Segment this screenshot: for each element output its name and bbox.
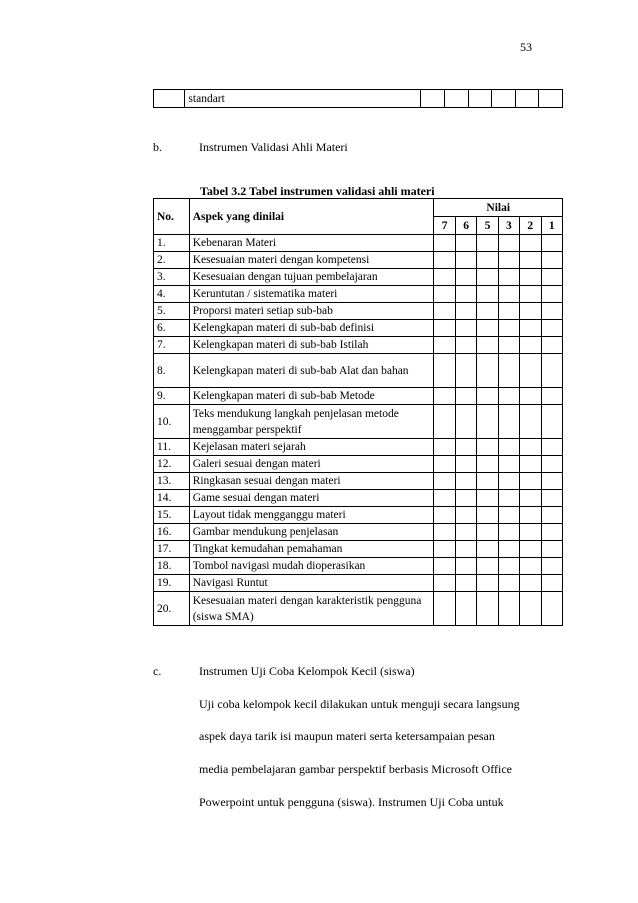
score-cell: [541, 456, 563, 473]
score-cell: [520, 473, 541, 490]
row-aspek: Game sesuai dengan materi: [189, 490, 434, 507]
score-cell: [477, 592, 498, 626]
score-cell: [455, 558, 476, 575]
table-cell: [421, 90, 445, 108]
table-body: [154, 235, 563, 626]
score-cell: [520, 575, 541, 592]
score-cell: [455, 252, 476, 269]
table-row: [154, 286, 563, 303]
score-cell: [541, 524, 563, 541]
score-cell: [434, 507, 455, 524]
row-aspek: Kelengkapan materi di sub-bab Alat dan bahan: [189, 354, 434, 388]
score-cell: [541, 252, 563, 269]
row-aspek: Gambar mendukung penjelasan: [189, 524, 434, 541]
score-cell: [541, 592, 563, 626]
score-cell: [477, 235, 498, 252]
row-aspek: Kelengkapan materi di sub-bab definisi: [189, 320, 434, 337]
row-number: 13.: [154, 473, 190, 490]
score-cell: [434, 388, 455, 405]
row-number: 4.: [154, 286, 190, 303]
score-cell: [498, 490, 519, 507]
score-header-7: 7: [434, 217, 455, 235]
row-aspek: Teks mendukung langkah penjelasan metode menggambar perspektif: [189, 405, 434, 439]
score-cell: [541, 405, 563, 439]
row-number: 2.: [154, 252, 190, 269]
score-cell: [477, 439, 498, 456]
table-row: [154, 558, 563, 575]
table-cell: [444, 90, 468, 108]
row-aspek: Kebenaran Materi: [189, 235, 434, 252]
row-number: 5.: [154, 303, 190, 320]
score-cell: [520, 405, 541, 439]
score-cell: [541, 388, 563, 405]
score-cell: [498, 269, 519, 286]
table-row: [154, 354, 563, 388]
score-cell: [520, 235, 541, 252]
header-no: No.: [154, 199, 190, 235]
score-cell: [541, 541, 563, 558]
row-aspek: Keruntutan / sistematika materi: [189, 286, 434, 303]
score-cell: [498, 592, 519, 626]
score-cell: [541, 235, 563, 252]
score-cell: [455, 235, 476, 252]
score-cell: [455, 269, 476, 286]
table-row: [154, 439, 563, 456]
score-cell: [455, 303, 476, 320]
table-row: [154, 575, 563, 592]
score-cell: [520, 286, 541, 303]
score-cell: [498, 405, 519, 439]
row-aspek: Kesesuaian dengan tujuan pembelajaran: [189, 269, 434, 286]
table-row: [154, 388, 563, 405]
table-row: [154, 524, 563, 541]
score-cell: [455, 286, 476, 303]
score-cell: [498, 524, 519, 541]
score-cell: [434, 354, 455, 388]
score-cell: [477, 541, 498, 558]
table-cell: [154, 90, 185, 108]
section-b-title: Instrumen Validasi Ahli Materi: [199, 140, 348, 154]
score-cell: [434, 235, 455, 252]
score-cell: [477, 507, 498, 524]
score-cell: [434, 286, 455, 303]
row-number: 16.: [154, 524, 190, 541]
header-nilai: Nilai: [434, 199, 563, 217]
table-row: [154, 90, 563, 108]
row-number: 17.: [154, 541, 190, 558]
table-row: [154, 235, 563, 252]
score-cell: [520, 456, 541, 473]
row-number: 8.: [154, 354, 190, 388]
table-row: [154, 405, 563, 439]
score-cell: [541, 473, 563, 490]
score-cell: [455, 592, 476, 626]
row-aspek: Navigasi Runtut: [189, 575, 434, 592]
score-header-6: 6: [455, 217, 476, 235]
score-cell: [520, 252, 541, 269]
score-cell: [498, 354, 519, 388]
score-cell: [477, 456, 498, 473]
row-number: 6.: [154, 320, 190, 337]
row-number: 10.: [154, 405, 190, 439]
score-cell: [498, 473, 519, 490]
score-cell: [520, 541, 541, 558]
table-row: [154, 320, 563, 337]
row-aspek: Kelengkapan materi di sub-bab Istilah: [189, 337, 434, 354]
row-number: 20.: [154, 592, 190, 626]
row-aspek: Kejelasan materi sejarah: [189, 439, 434, 456]
score-cell: [434, 592, 455, 626]
section-b-letter: b.: [153, 140, 162, 154]
row-number: 9.: [154, 388, 190, 405]
page-number: 53: [520, 40, 532, 54]
score-cell: [541, 507, 563, 524]
score-cell: [455, 507, 476, 524]
paragraph-line: Uji coba kelompok kecil dilakukan untuk menguji secara langsung: [199, 697, 520, 711]
table-row: [154, 490, 563, 507]
section-c-heading: [153, 664, 415, 679]
row-number: 11.: [154, 439, 190, 456]
score-cell: [498, 286, 519, 303]
score-cell: [520, 507, 541, 524]
score-cell: [498, 541, 519, 558]
score-cell: [498, 320, 519, 337]
score-cell: [477, 286, 498, 303]
table-row: [154, 592, 563, 626]
score-cell: [541, 439, 563, 456]
score-cell: [520, 337, 541, 354]
row-aspek: Kelengkapan materi di sub-bab Metode: [189, 388, 434, 405]
score-cell: [434, 439, 455, 456]
row-number: 3.: [154, 269, 190, 286]
table-cell: [492, 90, 516, 108]
score-cell: [477, 354, 498, 388]
row-number: 14.: [154, 490, 190, 507]
score-cell: [541, 575, 563, 592]
row-number: 12.: [154, 456, 190, 473]
score-cell: [434, 541, 455, 558]
score-cell: [498, 507, 519, 524]
paragraph-line: aspek daya tarik isi maupun materi serta ketersampaian pesan: [199, 729, 495, 743]
score-cell: [498, 235, 519, 252]
score-cell: [541, 354, 563, 388]
score-cell: [477, 405, 498, 439]
table-caption: Tabel 3.2 Tabel instrumen validasi ahli materi: [200, 184, 435, 198]
score-header-1: 1: [541, 217, 563, 235]
score-cell: [520, 592, 541, 626]
row-aspek: Ringkasan sesuai dengan materi: [189, 473, 434, 490]
score-cell: [520, 558, 541, 575]
score-cell: [434, 456, 455, 473]
table-cell: [468, 90, 492, 108]
score-cell: [434, 269, 455, 286]
row-aspek: Kesesuaian materi dengan kompetensi: [189, 252, 434, 269]
score-cell: [498, 303, 519, 320]
table-row: [154, 473, 563, 490]
row-number: 18.: [154, 558, 190, 575]
score-cell: [541, 320, 563, 337]
score-cell: [477, 320, 498, 337]
table-row: [154, 456, 563, 473]
score-header-5: 5: [477, 217, 498, 235]
row-number: 1.: [154, 235, 190, 252]
score-cell: [434, 575, 455, 592]
table-row: [154, 252, 563, 269]
score-cell: [498, 456, 519, 473]
score-cell: [455, 541, 476, 558]
score-cell: [434, 473, 455, 490]
score-cell: [520, 439, 541, 456]
table-cell: [515, 90, 539, 108]
score-cell: [477, 575, 498, 592]
row-aspek: Galeri sesuai dengan materi: [189, 456, 434, 473]
row-aspek: Layout tidak mengganggu materi: [189, 507, 434, 524]
score-cell: [477, 524, 498, 541]
score-cell: [520, 303, 541, 320]
score-cell: [455, 575, 476, 592]
score-header-2: 2: [520, 217, 541, 235]
score-cell: [520, 269, 541, 286]
section-b-heading: [153, 140, 348, 155]
score-cell: [434, 252, 455, 269]
paragraph-line: media pembelajaran gambar perspektif berbasis Microsoft Office: [199, 762, 512, 776]
score-cell: [434, 405, 455, 439]
score-cell: [455, 388, 476, 405]
continued-table: [153, 89, 563, 108]
score-cell: [455, 405, 476, 439]
section-c-letter: c.: [153, 664, 162, 678]
score-cell: [477, 337, 498, 354]
row-number: 7.: [154, 337, 190, 354]
row-aspek: Tombol navigasi mudah dioperasikan: [189, 558, 434, 575]
score-cell: [520, 490, 541, 507]
score-cell: [498, 252, 519, 269]
row-aspek: Kesesuaian materi dengan karakteristik pengguna (siswa SMA): [189, 592, 434, 626]
score-cell: [498, 575, 519, 592]
score-cell: [541, 558, 563, 575]
table-header-row: [154, 199, 563, 217]
row-aspek: Proporsi materi setiap sub-bab: [189, 303, 434, 320]
table-row: [154, 337, 563, 354]
table-row: [154, 303, 563, 320]
score-cell: [477, 473, 498, 490]
score-cell: [455, 320, 476, 337]
header-aspek: Aspek yang dinilai: [189, 199, 434, 235]
score-cell: [477, 303, 498, 320]
score-cell: [434, 524, 455, 541]
score-cell: [455, 456, 476, 473]
score-header-3: 3: [498, 217, 519, 235]
validation-table: [153, 198, 563, 626]
score-cell: [541, 269, 563, 286]
row-number: 15.: [154, 507, 190, 524]
score-cell: [477, 269, 498, 286]
table-cell: standart: [185, 90, 421, 108]
score-cell: [477, 388, 498, 405]
section-c-title: Instrumen Uji Coba Kelompok Kecil (siswa): [199, 664, 415, 678]
table-row: [154, 507, 563, 524]
score-cell: [498, 388, 519, 405]
score-cell: [541, 490, 563, 507]
score-cell: [434, 337, 455, 354]
score-cell: [455, 439, 476, 456]
score-cell: [477, 490, 498, 507]
score-cell: [455, 524, 476, 541]
table-row: [154, 541, 563, 558]
score-cell: [498, 439, 519, 456]
score-cell: [455, 473, 476, 490]
score-cell: [498, 558, 519, 575]
score-cell: [434, 303, 455, 320]
score-cell: [520, 388, 541, 405]
score-cell: [434, 490, 455, 507]
score-cell: [520, 320, 541, 337]
score-cell: [477, 252, 498, 269]
score-cell: [434, 558, 455, 575]
score-cell: [541, 303, 563, 320]
score-cell: [434, 320, 455, 337]
score-cell: [455, 490, 476, 507]
score-cell: [541, 286, 563, 303]
score-cell: [520, 524, 541, 541]
table-cell: [539, 90, 563, 108]
row-number: 19.: [154, 575, 190, 592]
score-cell: [541, 337, 563, 354]
score-cell: [498, 337, 519, 354]
table-row: [154, 269, 563, 286]
score-cell: [477, 558, 498, 575]
row-aspek: Tingkat kemudahan pemahaman: [189, 541, 434, 558]
paragraph-line: Powerpoint untuk pengguna (siswa). Instrumen Uji Coba untuk: [199, 795, 504, 809]
score-cell: [455, 354, 476, 388]
score-cell: [455, 337, 476, 354]
score-cell: [520, 354, 541, 388]
